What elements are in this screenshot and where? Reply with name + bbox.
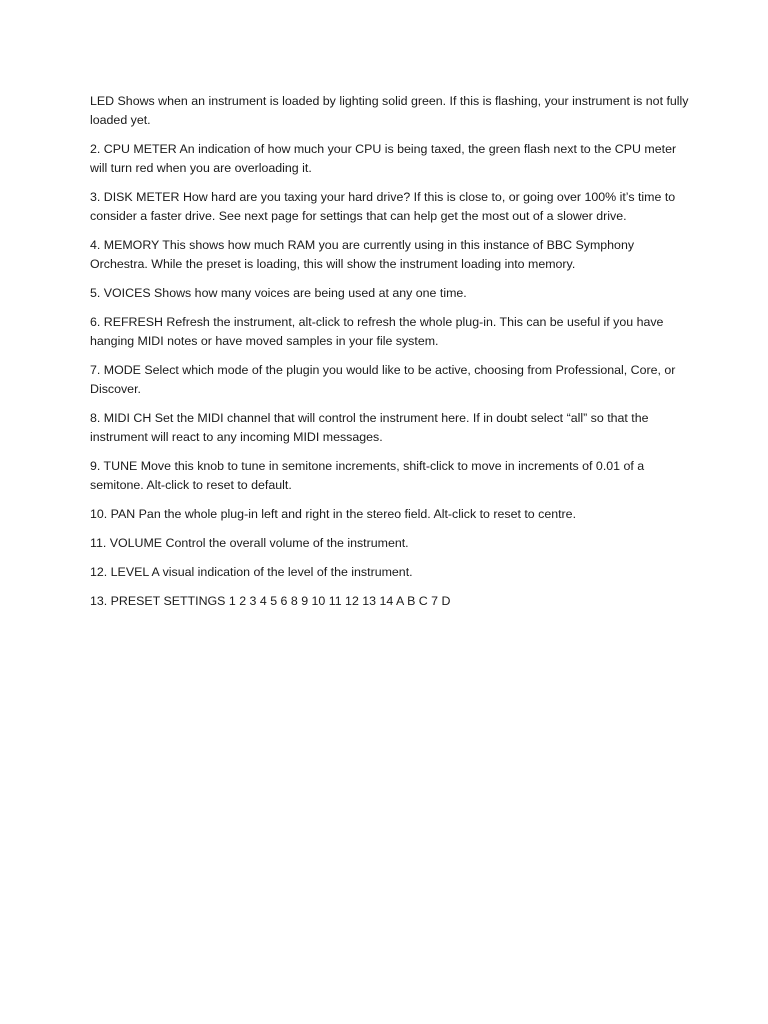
paragraph-memory: 4. MEMORY This shows how much RAM you are currently using in this instance of BBC Symphony Orchestra. While the preset is loading, this will show the instrument loading into memory.: [90, 238, 635, 271]
paragraph-led: LED Shows when an instrument is loaded by lighting solid green. If this is flashing, your instrument is not fully loaded yet.: [90, 94, 689, 127]
paragraph-pan: 10. PAN Pan the whole plug-in left and right in the stereo field. Alt-click to reset to centre.: [90, 507, 577, 521]
document-body: [90, 92, 690, 621]
paragraph-tune: 9. TUNE Move this knob to tune in semitone increments, shift-click to move in increments of 0.01 of a semitone. Alt-click to reset to default.: [90, 459, 645, 492]
paragraph-disk-meter: 3. DISK METER How hard are you taxing your hard drive? If this is close to, or going over 100% it’s time to consider a faster drive. See next page for settings that can help get the most out of a slower drive.: [90, 190, 676, 223]
paragraph-preset-settings: 13. PRESET SETTINGS 1 2 3 4 5 6 8 9 10 11 12 13 14 A B C 7 D: [90, 594, 451, 608]
paragraph-midi-ch: 8. MIDI CH Set the MIDI channel that will control the instrument here. If in doubt select “all” so that the instrument will react to any incoming MIDI messages.: [90, 411, 649, 444]
paragraph-mode: 7. MODE Select which mode of the plugin you would like to be active, choosing from Professional, Core, or Discover.: [90, 363, 676, 396]
paragraph-voices: 5. VOICES Shows how many voices are being used at any one time.: [90, 286, 467, 300]
paragraph-cpu-meter: 2. CPU METER An indication of how much your CPU is being taxed, the green flash next to the CPU meter will turn red when you are overloading it.: [90, 142, 677, 175]
paragraph-refresh: 6. REFRESH Refresh the instrument, alt-click to refresh the whole plug-in. This can be useful if you have hanging MIDI notes or have moved samples in your file system.: [90, 315, 664, 348]
paragraph-volume: 11. VOLUME Control the overall volume of the instrument.: [90, 536, 409, 550]
paragraph-level: 12. LEVEL A visual indication of the level of the instrument.: [90, 565, 413, 579]
